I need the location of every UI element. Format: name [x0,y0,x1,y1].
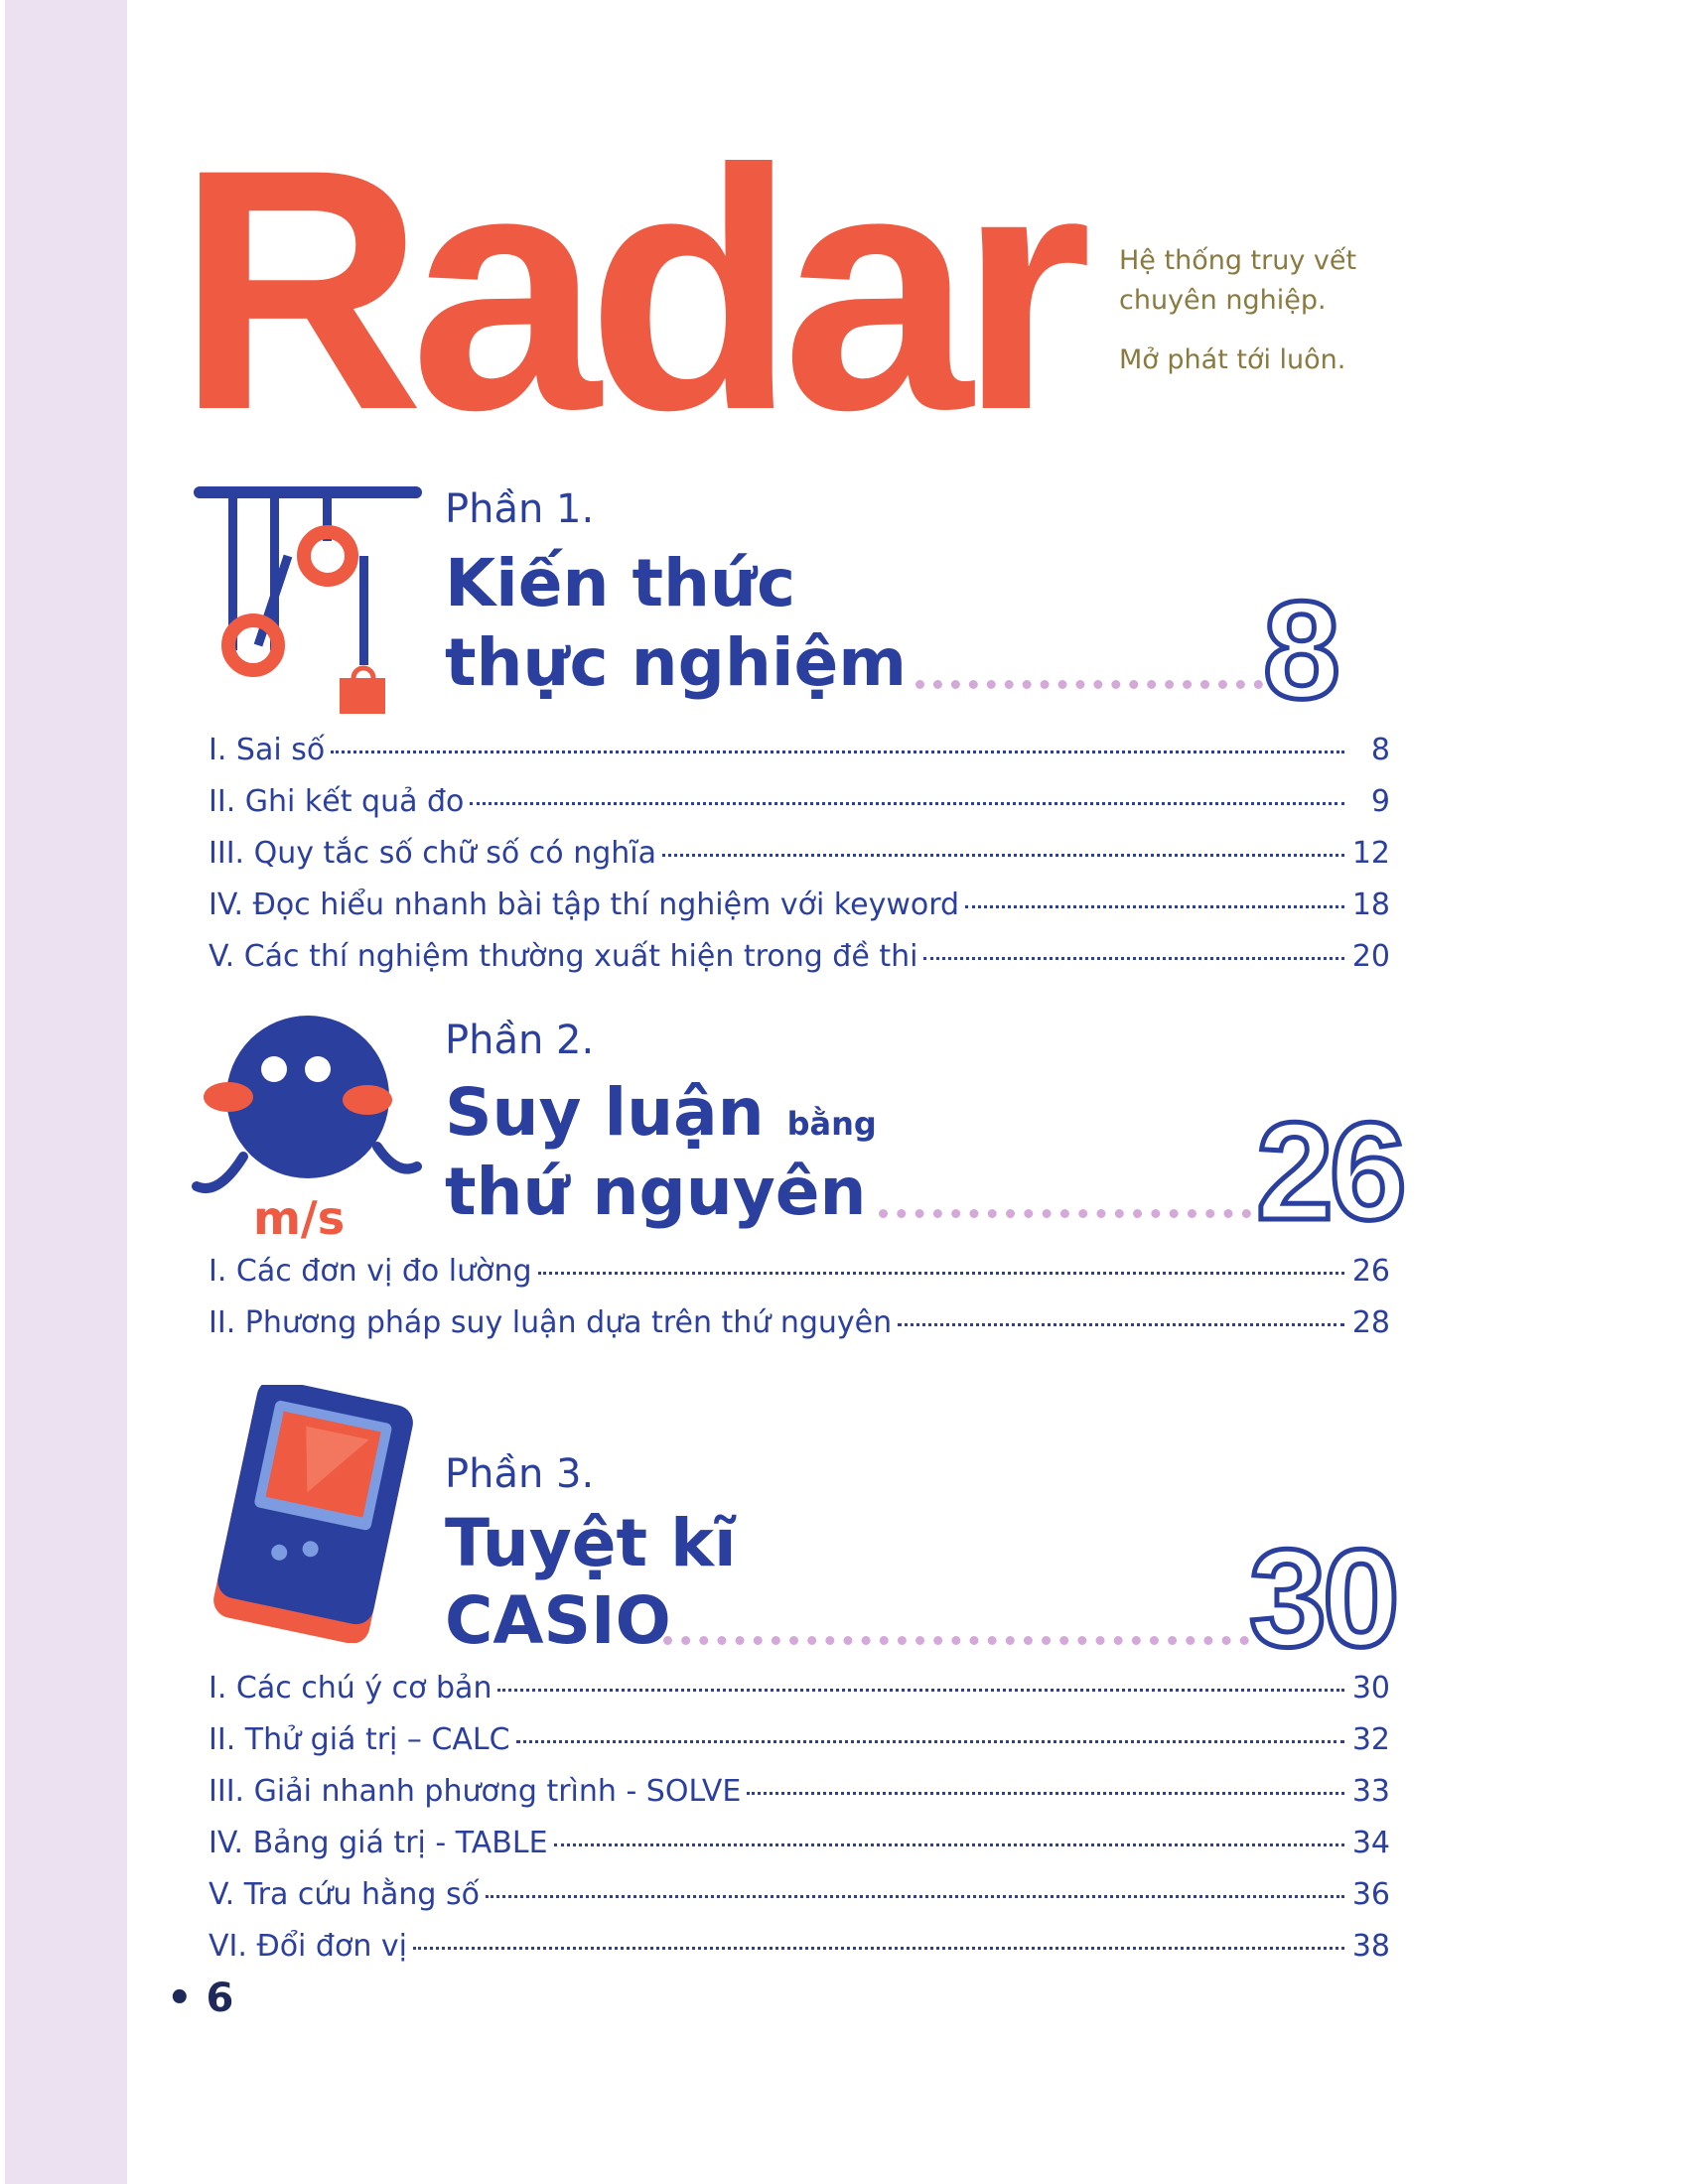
page-number: • 6 [167,1976,234,2021]
leader-dots [898,1323,1344,1326]
leader-dots [413,1947,1344,1950]
section-2-title-1 [445,1074,877,1151]
section-1-page: 8 [1263,572,1336,728]
section-2-title-small: bằng [786,1105,877,1143]
toc-item[interactable] [209,1826,1390,1865]
toc-item-label: I. Các chú ý cơ bản [209,1671,492,1706]
section-3-title-2: CASIO [445,1582,671,1659]
toc-item[interactable] [209,1877,1390,1917]
toc-item-label: IV. Đọc hiểu nhanh bài tập thí nghiệm với keyword [209,887,960,922]
tagline-2: chuyên nghiệp. [1119,285,1327,316]
toc-item-label: II. Phương pháp suy luận dựa trên thứ nguyên [209,1305,893,1340]
side-band [5,0,127,2184]
toc-item-page: 12 [1351,836,1390,871]
tagline-1: Hệ thống truy vết [1119,245,1357,276]
leader-dots [554,1843,1344,1846]
page-title: Radar [177,99,1078,481]
section-2-page: 26 [1256,1093,1403,1249]
toc-item-label: I. Các đơn vị đo lường [209,1254,532,1289]
section-3-title-1: Tuyệt kĩ [445,1505,737,1581]
toc-item-page: 26 [1351,1254,1390,1289]
toc-item[interactable] [209,887,1390,927]
toc-item[interactable] [209,1254,1390,1294]
toc-item-label: II. Ghi kết quả đo [209,784,465,819]
leader-dots [331,751,1344,753]
toc-item-label: III. Quy tắc số chữ số có nghĩa [209,836,656,871]
toc-item-label: III. Giải nhanh phương trình - SOLVE [209,1774,742,1809]
leader-dots [663,1636,1249,1645]
tagline-3: Mở phát tới luôn. [1119,344,1346,375]
toc-item[interactable] [209,1305,1390,1345]
leader-dots [516,1740,1344,1743]
toc-item[interactable] [209,1671,1390,1710]
toc-item-label: I. Sai số [209,733,326,767]
toc-item-page: 28 [1351,1305,1390,1340]
toc-item-label: V. Các thí nghiệm thường xuất hiện trong đề thi [209,939,918,974]
leader-dots [486,1895,1344,1898]
pulley-icon [189,481,427,725]
leader-dots [470,802,1344,805]
leader-dots [923,957,1344,960]
toc-item-page: 20 [1351,939,1390,974]
section-1-title-2: thực nghiệm [445,624,907,701]
leader-dots [538,1272,1344,1275]
leader-dots [965,905,1344,908]
toc-item[interactable] [209,733,1390,772]
toc-item-label: VI. Đổi đơn vị [209,1929,407,1964]
calculator-icon [209,1385,417,1643]
section-2-title-main: Suy luận [445,1074,765,1151]
toc-item-page: 8 [1370,733,1390,767]
toc-item[interactable] [209,939,1390,979]
toc-item-page: 9 [1370,784,1390,819]
section-3-page: 30 [1249,1520,1396,1676]
toc-item-page: 34 [1351,1826,1390,1860]
toc-item-page: 38 [1351,1929,1390,1964]
toc-item[interactable] [209,836,1390,876]
toc-item[interactable] [209,1722,1390,1762]
toc-item-page: 30 [1351,1671,1390,1706]
leader-dots [662,854,1344,857]
leader-dots [747,1792,1344,1795]
toc-item[interactable] [209,784,1390,824]
leader-dots [497,1689,1344,1692]
toc-item-label: V. Tra cứu hằng số [209,1877,480,1912]
mascot-label: m/s [253,1191,346,1245]
section-1-part: Phần 1. [445,486,595,532]
toc-item-page: 18 [1351,887,1390,922]
toc-item[interactable] [209,1774,1390,1814]
section-2-title-2: thứ nguyên [445,1154,867,1230]
leader-dots [879,1209,1251,1218]
leader-dots [915,680,1263,689]
toc-item-page: 36 [1351,1877,1390,1912]
toc-item-label: IV. Bảng giá trị - TABLE [209,1826,548,1860]
section-2-part: Phần 2. [445,1018,595,1063]
toc-item-page: 33 [1351,1774,1390,1809]
toc-item-page: 32 [1351,1722,1390,1757]
section-1-title-1: Kiến thức [445,545,796,621]
toc-item[interactable] [209,1929,1390,1969]
toc-item-label: II. Thử giá trị – CALC [209,1722,510,1757]
section-3-part: Phần 3. [445,1451,595,1497]
